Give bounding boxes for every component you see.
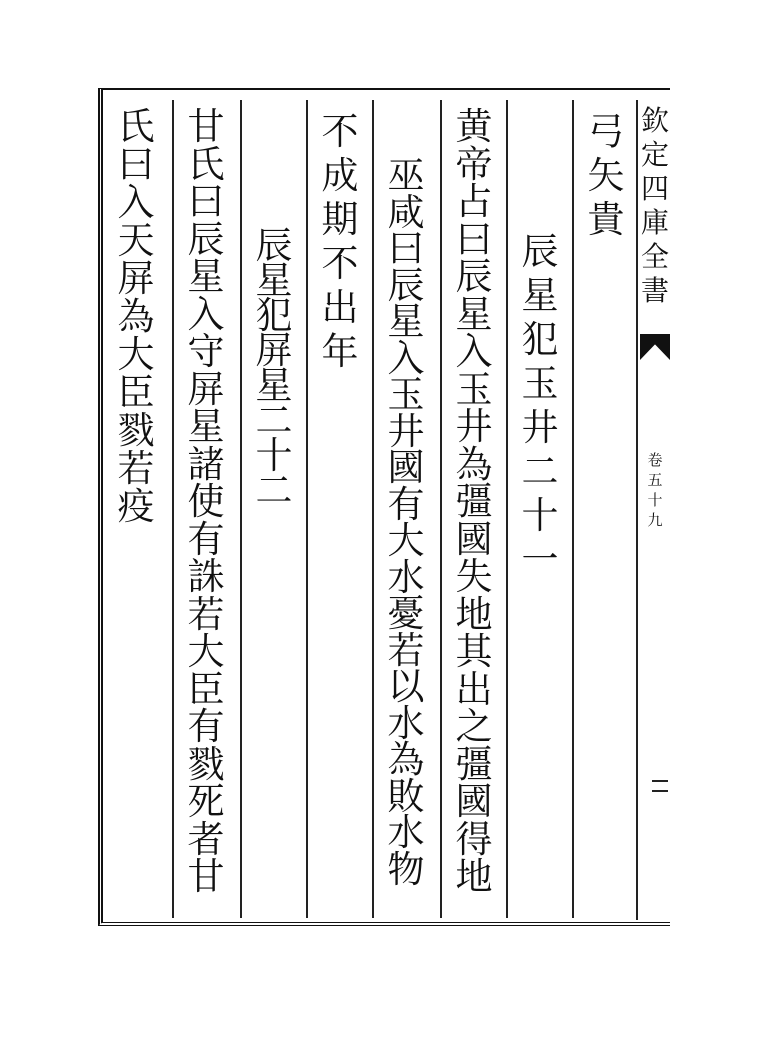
glyph: 期 bbox=[321, 198, 359, 241]
glyph: 十 bbox=[521, 494, 559, 537]
glyph: 定 bbox=[640, 138, 669, 171]
glyph: 出 bbox=[321, 286, 359, 329]
glyph: 水 bbox=[387, 701, 425, 745]
glyph: 巫 bbox=[387, 154, 425, 197]
glyph: 曰 bbox=[117, 143, 155, 186]
glyph: 辰 bbox=[455, 255, 493, 298]
glyph: 星 bbox=[255, 364, 293, 407]
glyph: 地 bbox=[455, 855, 493, 898]
glyph: 十 bbox=[647, 491, 663, 509]
glyph: 守 bbox=[187, 330, 225, 373]
glyph: 入 bbox=[187, 292, 225, 336]
glyph: 十 bbox=[255, 434, 293, 477]
glyph: 玉 bbox=[455, 367, 493, 411]
text-column-3 bbox=[448, 105, 500, 918]
glyph: 若 bbox=[387, 628, 425, 672]
glyph: 甘 bbox=[187, 855, 225, 898]
glyph: 戮 bbox=[117, 409, 155, 452]
column-rule bbox=[172, 100, 174, 918]
margin-volume-number bbox=[642, 450, 668, 530]
glyph: 二 bbox=[255, 469, 293, 512]
glyph: 氏 bbox=[117, 105, 155, 148]
glyph: 井 bbox=[455, 405, 493, 448]
glyph: 彊 bbox=[455, 480, 493, 523]
glyph: 大 bbox=[187, 630, 225, 673]
glyph: 占 bbox=[455, 180, 493, 223]
column-rule bbox=[506, 100, 508, 918]
glyph: 臣 bbox=[187, 667, 225, 711]
glyph: 彊 bbox=[455, 742, 493, 786]
glyph: 地 bbox=[455, 592, 493, 636]
glyph: 若 bbox=[117, 447, 155, 490]
glyph: 諸 bbox=[187, 442, 225, 486]
glyph: 成 bbox=[321, 154, 359, 197]
text-column-6 bbox=[248, 224, 300, 1038]
glyph: 物 bbox=[387, 847, 425, 891]
glyph: 九 bbox=[647, 511, 663, 529]
glyph: 弓 bbox=[587, 110, 625, 153]
glyph: 辰 bbox=[187, 217, 225, 261]
glyph: 失 bbox=[455, 555, 493, 598]
glyph: 二 bbox=[521, 450, 559, 493]
glyph: 者 bbox=[187, 817, 225, 861]
glyph: 玉 bbox=[387, 373, 425, 416]
glyph: 星 bbox=[187, 255, 225, 298]
glyph: 星 bbox=[455, 292, 493, 336]
glyph: 入 bbox=[455, 330, 493, 373]
glyph: 為 bbox=[455, 442, 493, 486]
glyph: 氏 bbox=[187, 142, 225, 186]
column-rule bbox=[240, 100, 242, 918]
glyph: 卷 bbox=[647, 451, 663, 469]
glyph: 戮 bbox=[187, 742, 225, 786]
glyph: 辰 bbox=[521, 230, 559, 273]
glyph: 不 bbox=[321, 110, 359, 153]
glyph: 有 bbox=[187, 517, 225, 561]
glyph: 大 bbox=[117, 333, 155, 376]
glyph: 入 bbox=[117, 181, 155, 224]
text-column-4 bbox=[380, 154, 432, 968]
glyph: 四 bbox=[640, 172, 669, 205]
glyph: 出 bbox=[455, 667, 493, 711]
glyph: 不 bbox=[321, 242, 359, 285]
glyph: 使 bbox=[187, 480, 225, 523]
glyph: 黄 bbox=[455, 105, 493, 148]
glyph: 帝 bbox=[455, 142, 493, 186]
glyph: 國 bbox=[455, 517, 493, 561]
column-rule bbox=[372, 100, 374, 918]
glyph: 星 bbox=[521, 274, 559, 317]
glyph: 敗 bbox=[387, 774, 425, 818]
glyph: 犯 bbox=[255, 294, 293, 337]
glyph: 疫 bbox=[117, 485, 155, 528]
glyph: 有 bbox=[187, 705, 225, 748]
glyph: 屏 bbox=[255, 329, 293, 372]
glyph: 屏 bbox=[187, 367, 225, 411]
glyph: 曰 bbox=[187, 180, 225, 223]
margin-tick bbox=[652, 790, 668, 792]
glyph: 辰 bbox=[255, 224, 293, 267]
glyph: 玉 bbox=[521, 362, 559, 405]
glyph: 憂 bbox=[387, 592, 425, 635]
glyph: 欽 bbox=[640, 104, 669, 137]
glyph: 死 bbox=[187, 780, 225, 823]
glyph: 誅 bbox=[187, 555, 225, 598]
text-column-5 bbox=[314, 110, 366, 920]
glyph: 貴 bbox=[587, 198, 625, 241]
text-column-1 bbox=[580, 110, 632, 920]
glyph: 星 bbox=[187, 405, 225, 448]
glyph: 得 bbox=[455, 817, 493, 861]
column-rule bbox=[306, 100, 308, 918]
glyph: 國 bbox=[455, 780, 493, 823]
glyph: 為 bbox=[387, 738, 425, 781]
glyph: 水 bbox=[387, 811, 425, 854]
glyph: 以 bbox=[387, 665, 425, 708]
glyph: 書 bbox=[640, 274, 669, 307]
glyph: 其 bbox=[455, 630, 493, 673]
text-column-2 bbox=[514, 230, 566, 1040]
glyph: 五 bbox=[647, 471, 663, 489]
glyph: 辰 bbox=[387, 263, 425, 307]
glyph: 國 bbox=[387, 446, 425, 489]
text-column-7 bbox=[180, 105, 232, 918]
glyph: 一 bbox=[521, 538, 559, 581]
glyph: 二 bbox=[255, 399, 293, 442]
glyph: 大 bbox=[387, 519, 425, 562]
glyph: 水 bbox=[387, 555, 425, 599]
glyph: 犯 bbox=[521, 318, 559, 361]
glyph: 星 bbox=[255, 259, 293, 302]
glyph: 甘 bbox=[187, 105, 225, 148]
glyph: 若 bbox=[187, 592, 225, 636]
glyph: 曰 bbox=[455, 217, 493, 261]
glyph: 之 bbox=[455, 705, 493, 748]
glyph: 為 bbox=[117, 295, 155, 338]
glyph: 入 bbox=[387, 336, 425, 380]
glyph: 全 bbox=[640, 240, 669, 273]
column-rule bbox=[440, 100, 442, 918]
glyph: 星 bbox=[387, 300, 425, 343]
column-rule bbox=[572, 100, 574, 918]
text-column-8 bbox=[110, 105, 162, 918]
glyph: 有 bbox=[387, 482, 425, 526]
margin-book-title bbox=[640, 104, 670, 308]
glyph: 矢 bbox=[587, 154, 625, 197]
glyph: 年 bbox=[321, 330, 359, 373]
glyph: 井 bbox=[387, 409, 425, 453]
glyph: 井 bbox=[521, 406, 559, 449]
glyph: 曰 bbox=[387, 227, 425, 270]
glyph: 咸 bbox=[387, 190, 425, 234]
glyph: 屏 bbox=[117, 257, 155, 300]
glyph: 臣 bbox=[117, 371, 155, 414]
margin-tick bbox=[652, 780, 668, 782]
glyph: 庫 bbox=[640, 206, 669, 239]
glyph: 天 bbox=[117, 219, 155, 262]
